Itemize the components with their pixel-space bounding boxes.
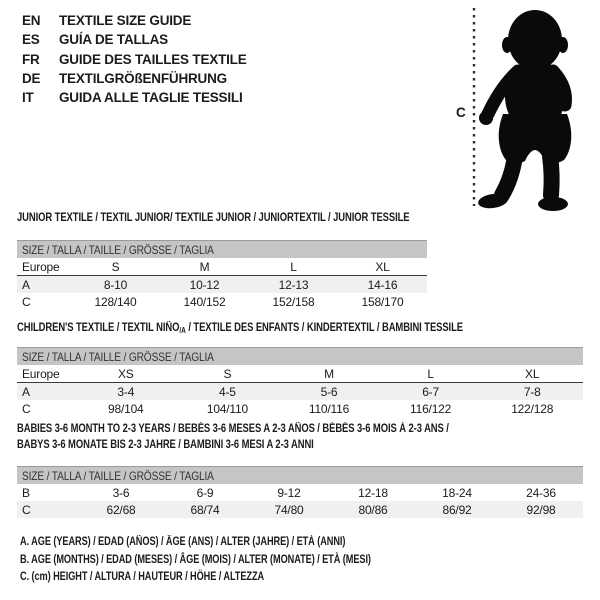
baby-silhouette-icon [477, 10, 571, 211]
cell-value: 6-7 [380, 383, 482, 401]
language-row-it [22, 88, 247, 107]
row-label: B [22, 485, 30, 500]
size-header-label: SIZE / TALLA / TAILLE / GRÖSSE / TAGLIA [22, 468, 214, 483]
cell-value: 10-12 [160, 276, 249, 294]
language-title: GUIDA ALLE TAGLIE TESSILI [59, 90, 243, 106]
size-column-header: M [278, 365, 380, 383]
size-column-header: L [249, 258, 338, 276]
cell-value: 3-4 [75, 383, 177, 401]
cell-value: 140/152 [183, 294, 226, 309]
footnote-age-months: B. AGE (MONTHS) / EDAD (MESES) / ÂGE (MOIS) / ALTER (MONATE) / ETÀ (MESI) [20, 553, 371, 566]
children-size-table [17, 347, 583, 417]
row-label: C [22, 401, 31, 416]
language-title: GUÍA DE TALLAS [59, 32, 168, 48]
cell-value: 104/110 [206, 401, 248, 416]
language-code: EN [22, 13, 41, 28]
table-row [17, 501, 583, 518]
row-label: A [17, 276, 71, 294]
cell-value: 158/170 [361, 294, 404, 309]
row-label: C [22, 294, 31, 309]
language-code: FR [22, 51, 40, 67]
cell-value: 152/158 [272, 294, 315, 309]
figure-height-label: C [456, 105, 466, 120]
table-row [17, 400, 583, 417]
size-header-label: SIZE / TALLA / TAILLE / GRÖSSE / TAGLIA [22, 242, 214, 257]
footnote-legend [20, 534, 371, 587]
cell-value: 62/68 [79, 501, 163, 518]
language-title-list [22, 11, 247, 107]
children-table-title [17, 322, 463, 335]
size-column-header: L [380, 365, 482, 383]
cell-value: 74/80 [247, 501, 331, 518]
row-label: C [17, 501, 79, 518]
region-column-header: Europe [17, 365, 75, 383]
children-title-pre: CHILDREN'S TEXTILE / TEXTIL NIÑO [17, 322, 180, 334]
cell-value: 116/122 [410, 401, 452, 416]
footnote-age-years: A. AGE (YEARS) / EDAD (AÑOS) / ÂGE (ANS) / ALTER (JAHRE) / ETÀ (ANNI) [20, 536, 346, 548]
cell-value: 86/92 [415, 501, 499, 518]
junior-table-title: JUNIOR TEXTILE / TEXTIL JUNIOR/ TEXTILE JUNIOR / JUNIORTEXTIL / JUNIOR TESSILE [17, 212, 410, 224]
cell-value: 92/98 [499, 501, 583, 518]
cell-value: 8-10 [71, 276, 160, 294]
size-header-row [17, 348, 583, 366]
cell-value: 122/128 [511, 401, 554, 416]
table-row [17, 484, 583, 501]
column-header-row [17, 258, 427, 276]
cell-value: 9-12 [277, 485, 301, 500]
language-title: TEXTILGRÖßENFÜHRUNG [59, 70, 227, 86]
size-column-header: XL [338, 258, 427, 276]
cell-value: 110/116 [308, 401, 350, 416]
language-row-es [22, 30, 247, 49]
children-title-post: / TEXTILE DES ENFANTS / KINDERTEXTIL / BAMBINI TESSILE [185, 322, 463, 334]
size-column-header: S [177, 365, 279, 383]
size-column-header: M [160, 258, 249, 276]
size-column-header: S [71, 258, 160, 276]
babies-title-line1: BABIES 3-6 MONTH TO 2-3 YEARS / BEBÉS 3-6 MESES A 2-3 AÑOS / BÉBÉS 3-6 MOIS À 2-3 ANS / [17, 423, 449, 435]
language-code: IT [22, 90, 34, 106]
size-column-header: XL [481, 365, 583, 383]
cell-value: 98/104 [108, 401, 144, 416]
babies-size-table [17, 466, 583, 518]
cell-value: 6-9 [196, 485, 214, 500]
language-row-fr [22, 50, 247, 69]
cell-value: 24-36 [526, 485, 556, 500]
cell-value: 68/74 [163, 501, 247, 518]
region-column-header: Europe [17, 258, 71, 276]
junior-size-table [17, 240, 427, 310]
cell-value: 4-5 [177, 383, 279, 401]
size-header-row [17, 241, 427, 259]
size-header-row [17, 467, 583, 485]
table-row [17, 383, 583, 401]
babies-title-line2: BABYS 3-6 MONATE BIS 2-3 JAHRE / BAMBINI 3-6 MESI A 2-3 ANNI [17, 438, 314, 451]
cell-value: 18-24 [442, 485, 472, 500]
language-row-de [22, 69, 247, 88]
size-column-header: XS [75, 365, 177, 383]
language-code: DE [22, 70, 41, 86]
cell-value: 12-13 [249, 276, 338, 294]
size-header-label: SIZE / TALLA / TAILLE / GRÖSSE / TAGLIA [22, 349, 214, 364]
cell-value: 14-16 [338, 276, 427, 294]
table-row [17, 293, 427, 310]
cell-value: 80/86 [331, 501, 415, 518]
language-code: ES [22, 32, 40, 48]
cell-value: 128/140 [94, 294, 137, 309]
row-label: A [17, 383, 75, 401]
babies-table-title [17, 422, 449, 453]
table-row [17, 276, 427, 294]
cell-value: 5-6 [278, 383, 380, 401]
column-header-row [17, 365, 583, 383]
language-title: TEXTILE SIZE GUIDE [59, 13, 192, 28]
footnote-height-cm: C. (cm) HEIGHT / ALTURA / HAUTEUR / HÖHE / ALTEZZA [20, 571, 265, 583]
cell-value: 7-8 [481, 383, 583, 401]
cell-value: 12-18 [358, 485, 388, 500]
children-title-subscript: /A [179, 326, 186, 335]
language-title: GUIDE DES TAILLES TEXTILE [59, 51, 247, 67]
cell-value: 3-6 [112, 485, 130, 500]
language-row-en [22, 11, 247, 30]
